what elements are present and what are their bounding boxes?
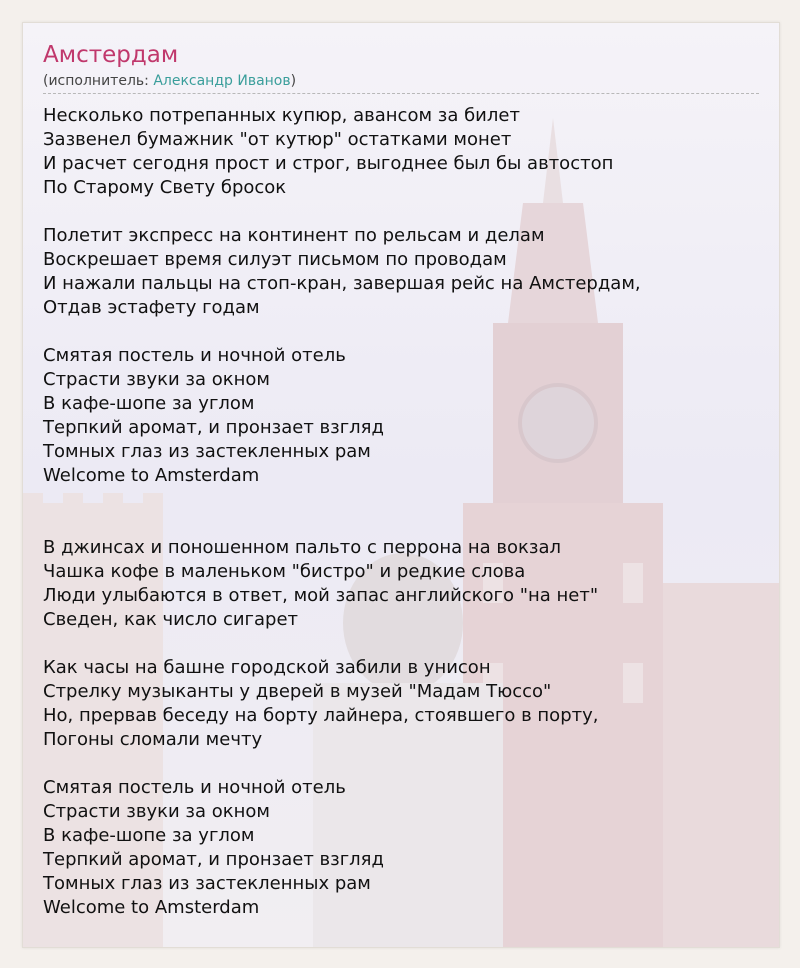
lyric-line: Чашка кофе в маленьком "бистро" и редкие слова [43, 561, 526, 582]
lyric-line: Смятая постель и ночной отель [43, 777, 346, 798]
lyric-line: Люди улыбаются в ответ, мой запас английского "на нет" [43, 585, 599, 606]
lyric-line: В кафе-шопе за углом [43, 825, 255, 846]
stanza-verse-1 [43, 104, 759, 200]
performer-line [43, 71, 759, 91]
lyric-line: Терпкий аромат, и пронзает взгляд [43, 417, 384, 438]
lyric-line: Смятая постель и ночной отель [43, 345, 346, 366]
lyric-line: В джинсах и поношенном пальто с перрона на вокзал [43, 537, 561, 558]
lyric-line: Стрелку музыканты у дверей в музей "Мадам Тюссо" [43, 681, 552, 702]
lyrics-content [43, 41, 759, 944]
lyric-line: Несколько потрепанных купюр, авансом за билет [43, 105, 520, 126]
lyric-line: Терпкий аромат, и пронзает взгляд [43, 849, 384, 870]
lyric-line: Отдав эстафету годам [43, 297, 260, 318]
lyric-line: Зазвенел бумажник "от кутюр" остатками монет [43, 129, 512, 150]
stanza-verse-3 [43, 536, 759, 632]
lyric-line: По Старому Свету бросок [43, 177, 287, 198]
lyric-line: И расчет сегодня прост и строг, выгоднее был бы автостоп [43, 153, 614, 174]
lyric-line: Томных глаз из застекленных рам [43, 873, 371, 894]
stanza-chorus-1 [43, 344, 759, 488]
song-title: Амстердам [43, 42, 179, 68]
lyric-line: Но, прервав беседу на борту лайнера, стоявшего в порту, [43, 705, 599, 726]
stanza-verse-4 [43, 656, 759, 752]
stanza-verse-2 [43, 224, 759, 320]
title-divider [43, 93, 759, 94]
performer-prefix: (исполнитель: [43, 73, 154, 89]
lyric-line: Полетит экспресс на континент по рельсам и делам [43, 225, 545, 246]
lyric-line: Welcome to Amsterdam [43, 465, 260, 486]
lyric-line: Страсти звуки за окном [43, 801, 271, 822]
lyric-line: В кафе-шопе за углом [43, 393, 255, 414]
lyrics-card [22, 22, 780, 948]
lyric-line: Воскрешает время силуэт письмом по проводам [43, 249, 507, 270]
lyrics-text [43, 104, 759, 920]
lyric-line: Страсти звуки за окном [43, 369, 271, 390]
lyric-line: Погоны сломали мечту [43, 729, 263, 750]
lyric-line: Сведен, как число сигарет [43, 609, 299, 630]
performer-link[interactable]: Александр Иванов [153, 73, 291, 89]
lyric-line: Как часы на башне городской забили в унисон [43, 657, 491, 678]
stanza-chorus-2 [43, 776, 759, 920]
lyric-line: Томных глаз из застекленных рам [43, 441, 371, 462]
lyric-line: Welcome to Amsterdam [43, 897, 260, 918]
lyric-line: И нажали пальцы на стоп-кран, завершая рейс на Амстердам, [43, 273, 641, 294]
performer-suffix: ) [290, 73, 297, 89]
